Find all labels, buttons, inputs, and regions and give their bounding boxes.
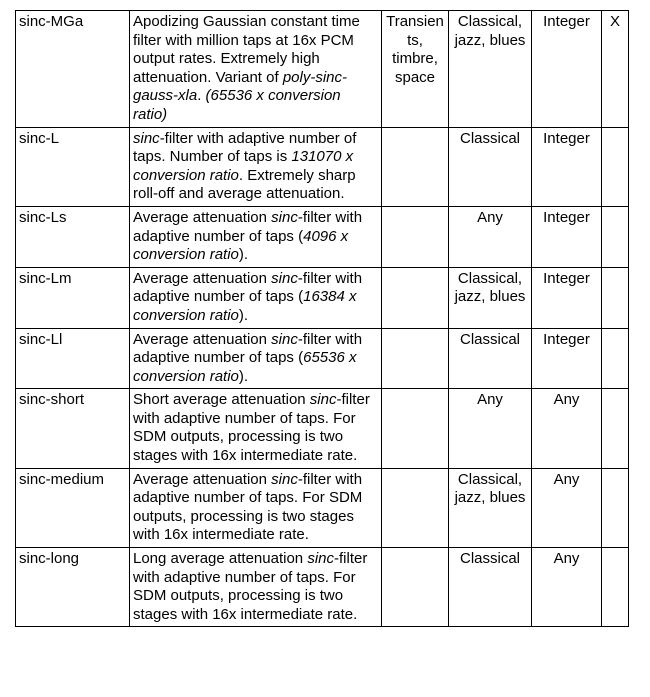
filter-genre-cell: Classical <box>449 328 532 389</box>
filter-flag-cell <box>602 548 629 627</box>
filter-description-cell <box>130 11 382 128</box>
filter-rate-cell: Any <box>532 548 602 627</box>
table-row <box>16 468 629 547</box>
table-row <box>16 206 629 267</box>
filter-table <box>15 10 629 627</box>
filter-rate-cell: Any <box>532 389 602 468</box>
description-italic-text: poly-sinc-gauss-xla <box>133 68 348 105</box>
description-text: . <box>197 87 206 105</box>
filter-description-cell <box>130 267 382 328</box>
filter-genre-cell: Classical, jazz, blues <box>449 11 532 128</box>
filter-name-cell: sinc-MGa <box>16 11 130 128</box>
description-text: -filter with adaptive number of taps. For SDM outputs, processing is two stages with 16x intermediate rate. <box>133 391 370 465</box>
description-italic-text: (65536 x conversion ratio) <box>133 87 341 123</box>
description-text: -filter with adaptive number of taps ( <box>133 208 363 245</box>
filter-name-cell: sinc-medium <box>16 468 130 547</box>
description-text: Average attenuation <box>133 208 272 226</box>
description-text: -filter with adaptive number of taps. Number of taps is <box>133 129 357 166</box>
filter-rate-cell: Integer <box>532 206 602 267</box>
description-text: . Extremely sharp roll-off and average attenuation. <box>133 166 356 203</box>
filter-domain-cell <box>382 206 449 267</box>
description-text: Long average attenuation <box>133 550 308 568</box>
description-text: Average attenuation <box>133 269 272 287</box>
table-row <box>16 127 629 206</box>
filter-rate-cell: Integer <box>532 127 602 206</box>
description-text: -filter with adaptive number of taps. For SDM outputs, processing is two stages with 16x intermediate rate. <box>133 550 368 623</box>
filter-flag-cell: X <box>602 11 629 128</box>
filter-domain-cell <box>382 127 449 206</box>
filter-name-cell: sinc-Lm <box>16 267 130 328</box>
filter-domain-cell <box>382 328 449 389</box>
filter-genre-cell: Classical <box>449 127 532 206</box>
filter-rate-cell: Integer <box>532 11 602 128</box>
description-italic-text: sinc <box>271 330 298 348</box>
description-italic-text: sinc <box>271 470 298 488</box>
description-italic-text: 4096 x conversion ratio <box>133 227 349 264</box>
description-italic-text: sinc <box>271 208 298 226</box>
filter-name-cell: sinc-short <box>16 389 130 468</box>
filter-genre-cell: Classical <box>449 548 532 627</box>
filter-name-cell: sinc-Ls <box>16 206 130 267</box>
table-row <box>16 389 629 468</box>
filter-rate-cell: Integer <box>532 267 602 328</box>
filter-genre-cell: Any <box>449 206 532 267</box>
description-italic-text: 131070 x conversion ratio <box>133 148 354 184</box>
filter-domain-cell <box>382 389 449 468</box>
filter-description-cell <box>130 389 382 468</box>
description-italic-text: sinc <box>309 391 337 409</box>
filter-description-cell <box>130 328 382 389</box>
filter-genre-cell: Classical, jazz, blues <box>449 468 532 547</box>
filter-description-cell <box>130 468 382 547</box>
description-italic-text: 16384 x conversion ratio <box>133 288 357 324</box>
description-text: Average attenuation <box>133 470 272 488</box>
filter-name-cell: sinc-L <box>16 127 130 206</box>
filter-domain-cell <box>382 267 449 328</box>
filter-description-cell <box>130 127 382 206</box>
description-text: -filter with adaptive number of taps ( <box>133 330 363 367</box>
description-text: Apodizing Gaussian constant time filter with million taps at 16x PCM output rates. Extremely high attenuation. Variant of <box>133 13 360 86</box>
filter-flag-cell <box>602 267 629 328</box>
description-italic-text: 65536 x conversion ratio <box>133 349 357 385</box>
filter-name-cell: sinc-long <box>16 548 130 627</box>
filter-description-cell <box>130 548 382 627</box>
filter-rate-cell: Integer <box>532 328 602 389</box>
description-text: -filter with adaptive number of taps ( <box>133 269 363 306</box>
description-text: -filter with adaptive number of taps. For SDM outputs, processing is two stages with 16x intermediate rate. <box>133 470 363 544</box>
filter-domain-cell: Transients, timbre, space <box>382 11 449 128</box>
description-text: ). <box>238 246 249 264</box>
description-text: ). <box>238 306 249 324</box>
table-row <box>16 328 629 389</box>
filter-description-cell <box>130 206 382 267</box>
description-text: Short average attenuation <box>133 391 310 409</box>
filter-flag-cell <box>602 206 629 267</box>
filter-domain-cell <box>382 548 449 627</box>
description-italic-text: sinc <box>307 550 334 568</box>
filter-table-body <box>16 11 629 627</box>
filter-flag-cell <box>602 389 629 468</box>
description-text: Average attenuation <box>133 330 272 348</box>
filter-flag-cell <box>602 468 629 547</box>
description-italic-text: sinc <box>271 269 298 287</box>
table-row <box>16 11 629 128</box>
filter-name-cell: sinc-Ll <box>16 328 130 389</box>
filter-rate-cell: Any <box>532 468 602 547</box>
filter-domain-cell <box>382 468 449 547</box>
table-row <box>16 548 629 627</box>
filter-genre-cell: Classical, jazz, blues <box>449 267 532 328</box>
filter-flag-cell <box>602 328 629 389</box>
description-italic-text: sinc <box>133 129 160 147</box>
filter-genre-cell: Any <box>449 389 532 468</box>
description-text: ). <box>238 367 249 385</box>
table-row <box>16 267 629 328</box>
filter-flag-cell <box>602 127 629 206</box>
